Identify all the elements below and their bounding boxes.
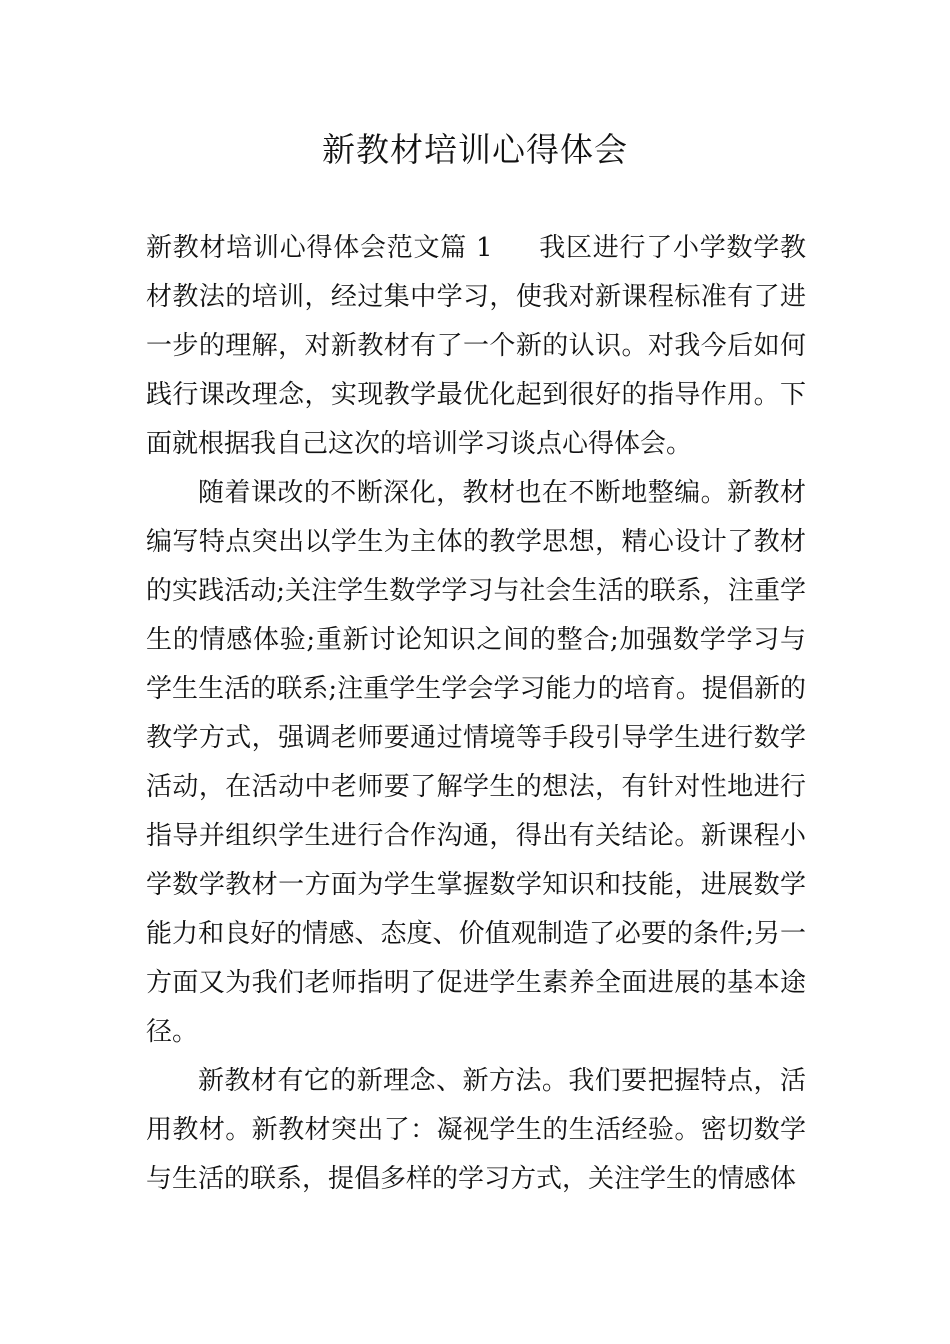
- document-body: [146, 224, 806, 1204]
- paragraph-1-text: 我区进行了小学数学教材教法的培训，经过集中学习，使我对新课程标准有了进一步的理解，对新教材有了一个新的认识。对我今后如何践行课改理念，实现教学最优化起到很好的指导作用。下面就根据我自己这次的培训学习谈点心得体会。: [146, 233, 806, 459]
- paragraph-1: [146, 224, 806, 469]
- paragraph-3: 新教材有它的新理念、新方法。我们要把握特点，活用教材。新教材突出了：凝视学生的生活经验。密切数学与生活的联系，提倡多样的学习方式，关注学生的情感体: [146, 1066, 806, 1194]
- document-title: 新教材培训心得体会: [322, 130, 628, 169]
- section-heading: 新教材培训心得体会范文篇 1: [146, 233, 493, 263]
- paragraph-2: 随着课改的不断深化，教材也在不断地整编。新教材编写特点突出以学生为主体的教学思想，精心设计了教材的实践活动;关注学生数学学习与社会生活的联系，注重学生的情感体验;重新讨论知识之间的整合;加强数学学习与学生生活的联系;注重学生学会学习能力的培育。提倡新的教学方式，强调老师要通过情境等手段引导学生进行数学活动，在活动中老师要了解学生的想法，有针对性地进行指导并组织学生进行合作沟通，得出有关结论。新课程小学数学教材一方面为学生掌握数学知识和技能，进展数学能力和良好的情感、态度、价值观制造了必要的条件;另一方面又为我们老师指明了促进学生素养全面进展的基本途径。: [146, 478, 806, 1047]
